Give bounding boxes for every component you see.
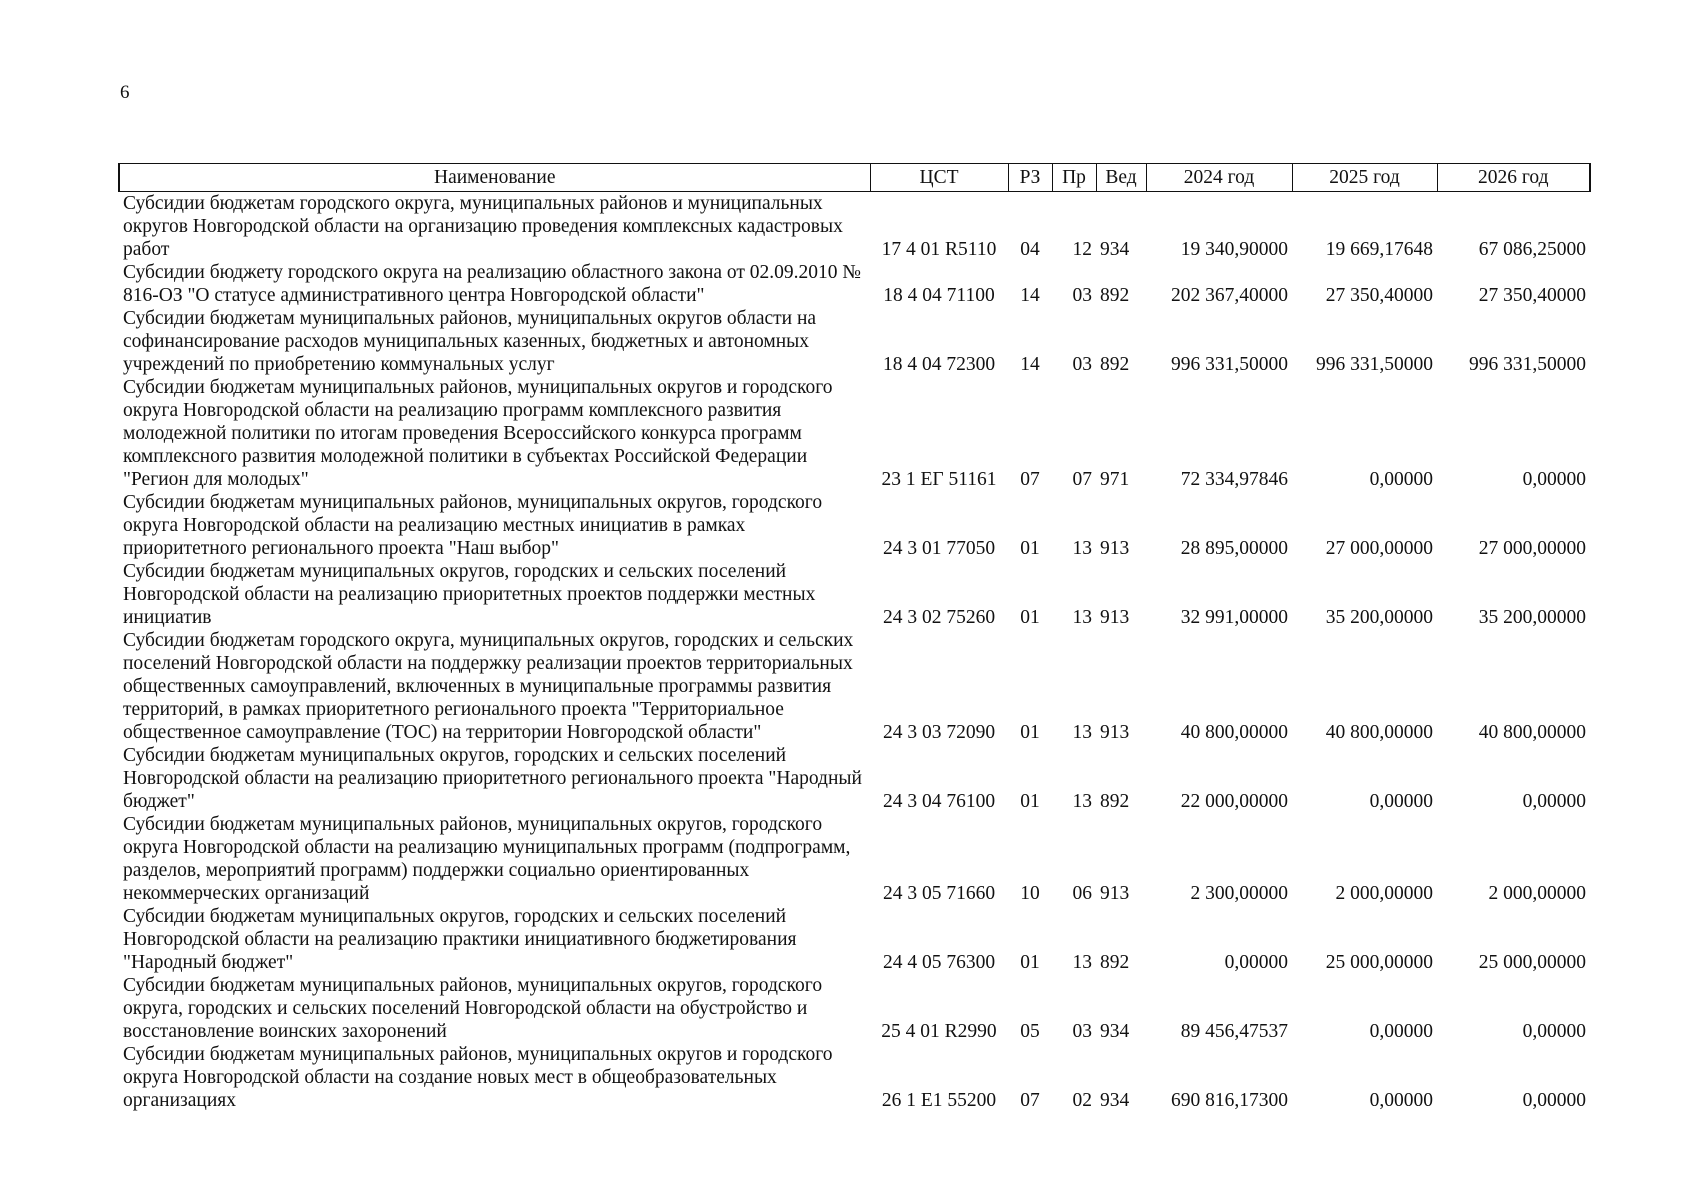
table-row <box>119 491 1590 560</box>
row-2025: 35 200,00000 <box>1325 607 1433 628</box>
row-2025: 25 000,00000 <box>1325 952 1433 973</box>
row-ved: 892 <box>1100 791 1130 812</box>
row-cst: 23 1 ЕГ 51161 <box>881 469 997 490</box>
row-name: Субсидии бюджетам муниципальных районов, муниципальных округов и городского округа Новгородской области на реализацию программ комплексного развития молодежной политики по итогам проведения Всероссийского конкурса программ комплексного развития молодежной политики в субъектах Российской Федерации "Регион для молодых" <box>123 377 833 490</box>
row-name: Субсидии бюджетам городского округа, муниципальных округов, городских и сельских поселений Новгородской области на поддержку реализации проектов территориальных общественных самоуправлений, включенных в муниципальные программы развития территорий, в рамках приоритетного регионального проекта "Территориальное общественное самоуправление (ТОС) на территории Новгородской области" <box>123 630 854 743</box>
row-2026: 27 000,00000 <box>1478 538 1586 559</box>
row-rz: 05 <box>1020 1021 1040 1042</box>
header-rz: РЗ <box>1008 164 1052 192</box>
row-name: Субсидии бюджетам муниципальных районов, муниципальных округов, городского округа Новгородской области на реализацию местных инициатив в рамках приоритетного регионального проекта "Наш выбор" <box>123 492 823 559</box>
row-ved: 913 <box>1100 722 1130 743</box>
row-2026: 0,00000 <box>1522 1021 1586 1042</box>
budget-table <box>118 163 1591 1112</box>
table-row <box>119 629 1590 744</box>
row-cst: 24 3 02 75260 <box>882 607 996 628</box>
table-row <box>119 192 1590 262</box>
header-2026: 2026 год <box>1437 164 1590 192</box>
row-2024: 690 816,17300 <box>1171 1090 1288 1111</box>
row-rz: 01 <box>1020 952 1040 973</box>
row-ved: 913 <box>1100 883 1130 904</box>
page-number: 6 <box>120 82 130 103</box>
row-2025: 40 800,00000 <box>1325 722 1433 743</box>
row-rz: 07 <box>1020 469 1040 490</box>
row-ved: 934 <box>1100 1021 1130 1042</box>
row-cst: 18 4 04 72300 <box>882 354 996 375</box>
row-2026: 35 200,00000 <box>1478 607 1586 628</box>
table-row <box>119 560 1590 629</box>
row-rz: 04 <box>1020 239 1040 260</box>
header-2024: 2024 год <box>1146 164 1292 192</box>
row-name: Субсидии бюджетам муниципальных районов, муниципальных округов области на софинансирование расходов муниципальных казенных, бюджетных и автономных учреждений по приобретению коммунальных услуг <box>123 308 817 375</box>
row-2024: 32 991,00000 <box>1180 607 1288 628</box>
row-pr: 03 <box>1072 285 1092 306</box>
row-name: Субсидии бюджетам муниципальных округов, городских и сельских поселений Новгородской области на реализацию приоритетного регионального проекта "Народный бюджет" <box>123 745 862 812</box>
row-rz: 01 <box>1020 791 1040 812</box>
row-name: Субсидии бюджетам муниципальных районов, муниципальных округов и городского округа Новгородской области на создание новых мест в общеобразовательных организациях <box>123 1044 833 1111</box>
row-2024: 996 331,50000 <box>1171 354 1288 375</box>
row-cst: 26 1 Е1 55200 <box>881 1090 997 1111</box>
row-rz: 01 <box>1020 722 1040 743</box>
row-2024: 22 000,00000 <box>1180 791 1288 812</box>
row-2024: 202 367,40000 <box>1171 285 1288 306</box>
row-cst: 24 4 05 76300 <box>882 952 996 973</box>
row-2024: 72 334,97846 <box>1180 469 1288 490</box>
row-rz: 01 <box>1020 538 1040 559</box>
row-2025: 2 000,00000 <box>1335 883 1433 904</box>
row-2026: 2 000,00000 <box>1488 883 1586 904</box>
row-ved: 892 <box>1100 952 1130 973</box>
header-pr: Пр <box>1052 164 1096 192</box>
row-name: Субсидии бюджетам муниципальных районов, муниципальных округов, городского округа Новгородской области на реализацию муниципальных программ (подпрограмм, разделов, мероприятий программ) поддержки социально ориентированных некоммерческих организаций <box>123 814 851 904</box>
row-2026: 0,00000 <box>1522 1090 1586 1111</box>
header-name: Наименование <box>119 164 870 192</box>
row-pr: 12 <box>1072 239 1092 260</box>
row-cst: 24 3 01 77050 <box>882 538 996 559</box>
row-pr: 13 <box>1072 722 1092 743</box>
table-row <box>119 905 1590 974</box>
row-pr: 13 <box>1072 538 1092 559</box>
row-ved: 892 <box>1100 285 1130 306</box>
row-2026: 0,00000 <box>1522 469 1586 490</box>
row-2025: 996 331,50000 <box>1316 354 1433 375</box>
row-2025: 27 350,40000 <box>1325 285 1433 306</box>
row-ved: 971 <box>1100 469 1130 490</box>
row-pr: 03 <box>1072 354 1092 375</box>
table-row <box>119 376 1590 491</box>
row-ved: 934 <box>1100 1090 1130 1111</box>
row-cst: 24 3 05 71660 <box>882 883 996 904</box>
row-pr: 13 <box>1072 791 1092 812</box>
row-rz: 10 <box>1020 883 1040 904</box>
row-2025: 19 669,17648 <box>1325 239 1433 260</box>
row-2026: 27 350,40000 <box>1478 285 1586 306</box>
row-2026: 40 800,00000 <box>1478 722 1586 743</box>
row-2026: 67 086,25000 <box>1478 239 1586 260</box>
row-pr: 02 <box>1072 1090 1092 1111</box>
row-2025: 0,00000 <box>1369 469 1433 490</box>
table-row <box>119 813 1590 905</box>
row-name: Субсидии бюджетам городского округа, муниципальных районов и муниципальных округов Новгородской области на организацию проведения комплексных кадастровых работ <box>123 193 843 260</box>
row-rz: 14 <box>1020 285 1040 306</box>
row-pr: 06 <box>1072 883 1092 904</box>
row-2024: 40 800,00000 <box>1180 722 1288 743</box>
row-2024: 28 895,00000 <box>1180 538 1288 559</box>
row-cst: 17 4 01 R5110 <box>881 239 997 260</box>
row-rz: 14 <box>1020 354 1040 375</box>
row-ved: 892 <box>1100 354 1130 375</box>
table-row <box>119 261 1590 307</box>
header-row <box>119 164 1590 192</box>
row-ved: 913 <box>1100 607 1130 628</box>
row-name: Субсидии бюджету городского округа на реализацию областного закона от 02.09.2010 № 816-ОЗ "О статусе административного центра Новгородской области" <box>123 262 862 306</box>
row-cst: 24 3 03 72090 <box>882 722 996 743</box>
row-ved: 913 <box>1100 538 1130 559</box>
row-pr: 13 <box>1072 607 1092 628</box>
row-cst: 18 4 04 71100 <box>883 285 995 306</box>
row-pr: 13 <box>1072 952 1092 973</box>
row-2026: 25 000,00000 <box>1478 952 1586 973</box>
row-name: Субсидии бюджетам муниципальных районов, муниципальных округов, городского округа, городских и сельских поселений Новгородской области на обустройство и восстановление воинских захоронений <box>123 975 823 1042</box>
row-2024: 0,00000 <box>1224 952 1288 973</box>
row-2026: 0,00000 <box>1522 791 1586 812</box>
table-row <box>119 1043 1590 1112</box>
row-ved: 934 <box>1100 239 1130 260</box>
row-cst: 25 4 01 R2990 <box>881 1021 997 1042</box>
row-cst: 24 3 04 76100 <box>882 791 996 812</box>
row-name: Субсидии бюджетам муниципальных округов, городских и сельских поселений Новгородской области на реализацию приоритетных проектов поддержки местных инициатив <box>123 561 816 628</box>
header-2025: 2025 год <box>1292 164 1437 192</box>
header-cst: ЦСТ <box>870 164 1008 192</box>
row-2025: 0,00000 <box>1369 1090 1433 1111</box>
row-2024: 19 340,90000 <box>1180 239 1288 260</box>
row-2024: 2 300,00000 <box>1190 883 1288 904</box>
row-2025: 0,00000 <box>1369 1021 1433 1042</box>
row-2026: 996 331,50000 <box>1469 354 1586 375</box>
row-pr: 07 <box>1072 469 1092 490</box>
row-2025: 27 000,00000 <box>1325 538 1433 559</box>
row-rz: 01 <box>1020 607 1040 628</box>
header-ved: Вед <box>1096 164 1146 192</box>
table-row <box>119 307 1590 376</box>
row-name: Субсидии бюджетам муниципальных округов, городских и сельских поселений Новгородской области на реализацию практики инициативного бюджетирования "Народный бюджет" <box>123 906 797 973</box>
row-2025: 0,00000 <box>1369 791 1433 812</box>
row-pr: 03 <box>1072 1021 1092 1042</box>
table-row <box>119 974 1590 1043</box>
row-2024: 89 456,47537 <box>1180 1021 1288 1042</box>
table-row <box>119 744 1590 813</box>
row-rz: 07 <box>1020 1090 1040 1111</box>
